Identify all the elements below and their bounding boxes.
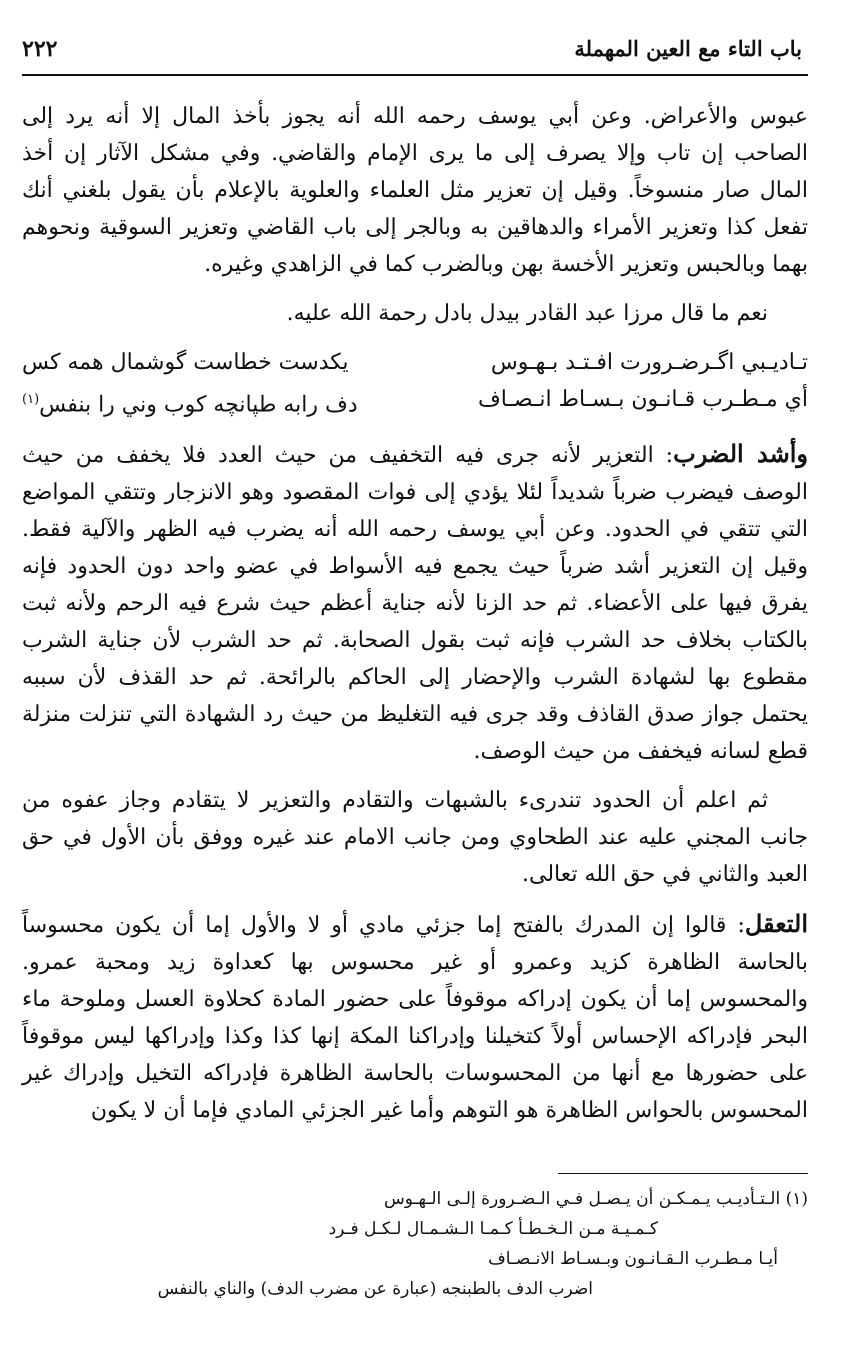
paragraph — [22, 435, 808, 770]
entry-term: التعقل — [744, 909, 808, 939]
hemistich-text: دف رابه طپانچه كوب وني را بنفس — [39, 392, 358, 418]
footnote-line: كـمـيـة مـن الـخـطـأ كـمـا الـشـمـال لـكـل فـرد — [328, 1219, 658, 1240]
book-page — [22, 28, 808, 1304]
footnote-reference[interactable]: (١) — [22, 392, 40, 407]
hemistich: تـاديـبي اگـرضـرورت افـتـد بـهـوس — [490, 350, 808, 375]
page-header — [22, 28, 808, 76]
page-number: ٢٢٢ — [22, 36, 58, 62]
chapter-title: باب التاء مع العين المهملة — [574, 36, 802, 61]
entry-text: : قالوا إن المدرك بالفتح إما جزئي مادي أو لا والأول إما أن يكون محسوساً بالحاسة الظاهرة كزيد وعمرو أو غير محسوس بها كعداوة زيد ومحبة عمرو. والمحسوس إما أن يكون إدراكه موقوفاً على حضور المادة كحلاوة العسل وملوحة ماء البحر فإدراكه الإحساس أولاً كتخيلنا وإدراكنا المكة إنها كذا وكذا وإدراكها ليس موقوفاً على حضورها مع أنها من المحسوسات بالحاسة الظاهرة فإدراكه التخيل وإدراك غير المحسوس بالحواس الظاهرة هو التوهم وأما غير الجزئي المادي فإما أن لا يكون — [22, 913, 808, 1124]
footnote-line: (١) الـتـأديـب يـمـكـن أن يـصـل فـي الـضـرورة إلـى الـهـوس — [383, 1189, 808, 1210]
footnote-line: اضرب الدف بالطبنجه (عبارة عن مضرب الدف) والناي بالنفس — [157, 1279, 593, 1300]
hemistich — [22, 381, 399, 423]
poem-verse — [22, 344, 808, 423]
paragraph — [22, 905, 808, 1129]
paragraph: عبوس والأعراض. وعن أبي يوسف رحمه الله أنه يجوز بأخذ المال إلا أنه يرد إلى الصاحب إن تاب وإلا يصرف إلى ما يرى الإمام والقاضي. وفي مشكل الآثار إن أخذ المال صار منسوخاً. وقيل إن تعزير مثل العلماء والعلوية بالإعلام بأن يقول بلغني أنك تفعل كذا وتعزير الأمراء والدهاقين به وبالجر إلى باب القاضي وتعزير السوقية ونحوهم بهما وبالحبس وتعزير الأخسة بهن وبالضرب كما في الزاهدي وغيره. — [22, 104, 808, 277]
hemistich: يكدست خطاست گوشمال همه كس — [22, 350, 349, 375]
paragraph: ثم اعلم أن الحدود تندرىء بالشبهات والتقادم والتعزير لا يتقادم وجاز عفوه من جانب المجني عليه عند الطحاوي ومن جانب الامام عند غيره ووفق بأن الأول في حق العبد والثاني في حق الله تعالى. — [22, 788, 808, 888]
verse-line — [22, 344, 808, 381]
footnote-separator — [558, 1173, 808, 1174]
entry-term: وأشد الضرب — [673, 439, 808, 469]
paragraph: نعم ما قال مرزا عبد القادر بيدل بادل رحمة الله عليه. — [286, 301, 768, 326]
hemistich: أي مـطـرب قـانـون بـسـاط انـصـاف — [477, 387, 808, 412]
footnote-line: أيـا مـطـرب الـقـانـون وبـسـاط الانـصـاف — [488, 1249, 778, 1270]
main-text — [22, 98, 808, 1129]
footnotes — [22, 1184, 808, 1304]
verse-line — [22, 381, 808, 423]
entry-text: : التعزير لأنه جرى فيه التخفيف من حيث العدد فلا يخفف من حيث الوصف فيضرب ضرباً شديداً لئلا يؤدي إلى فوات المقصود وهو الانزجار وتتقي المواضع التي تتقي في الحدود. وعن أبي يوسف رحمه الله أنه يضرب فيه الظهر والآلية فقط. وقيل إن التعزير أشد ضرباً حيث يجمع فيه الأسواط في عضو واحد دون الحدود فإنه يفرق فيها على الأعضاء. ثم حد الزنا لأنه جناية أعظم حيث شرع فيه الرحم ولأنه ثبت بالكتاب بخلاف حد الشرب فإنه ثبت بقول الصحابة. ثم حد الشرب لأن جناية الشرب مقطوع بها لشهادة الشرب والإحضار إلى الحاكم بالرائحة. ثم حد القذف لأن سببه يحتمل جواز صدق القاذف وقد جرى فيه التغليظ من حيث رد الشهادة التي تنزلت منزلة قطع لسانه فيخفف من حيث الوصف. — [22, 443, 808, 765]
